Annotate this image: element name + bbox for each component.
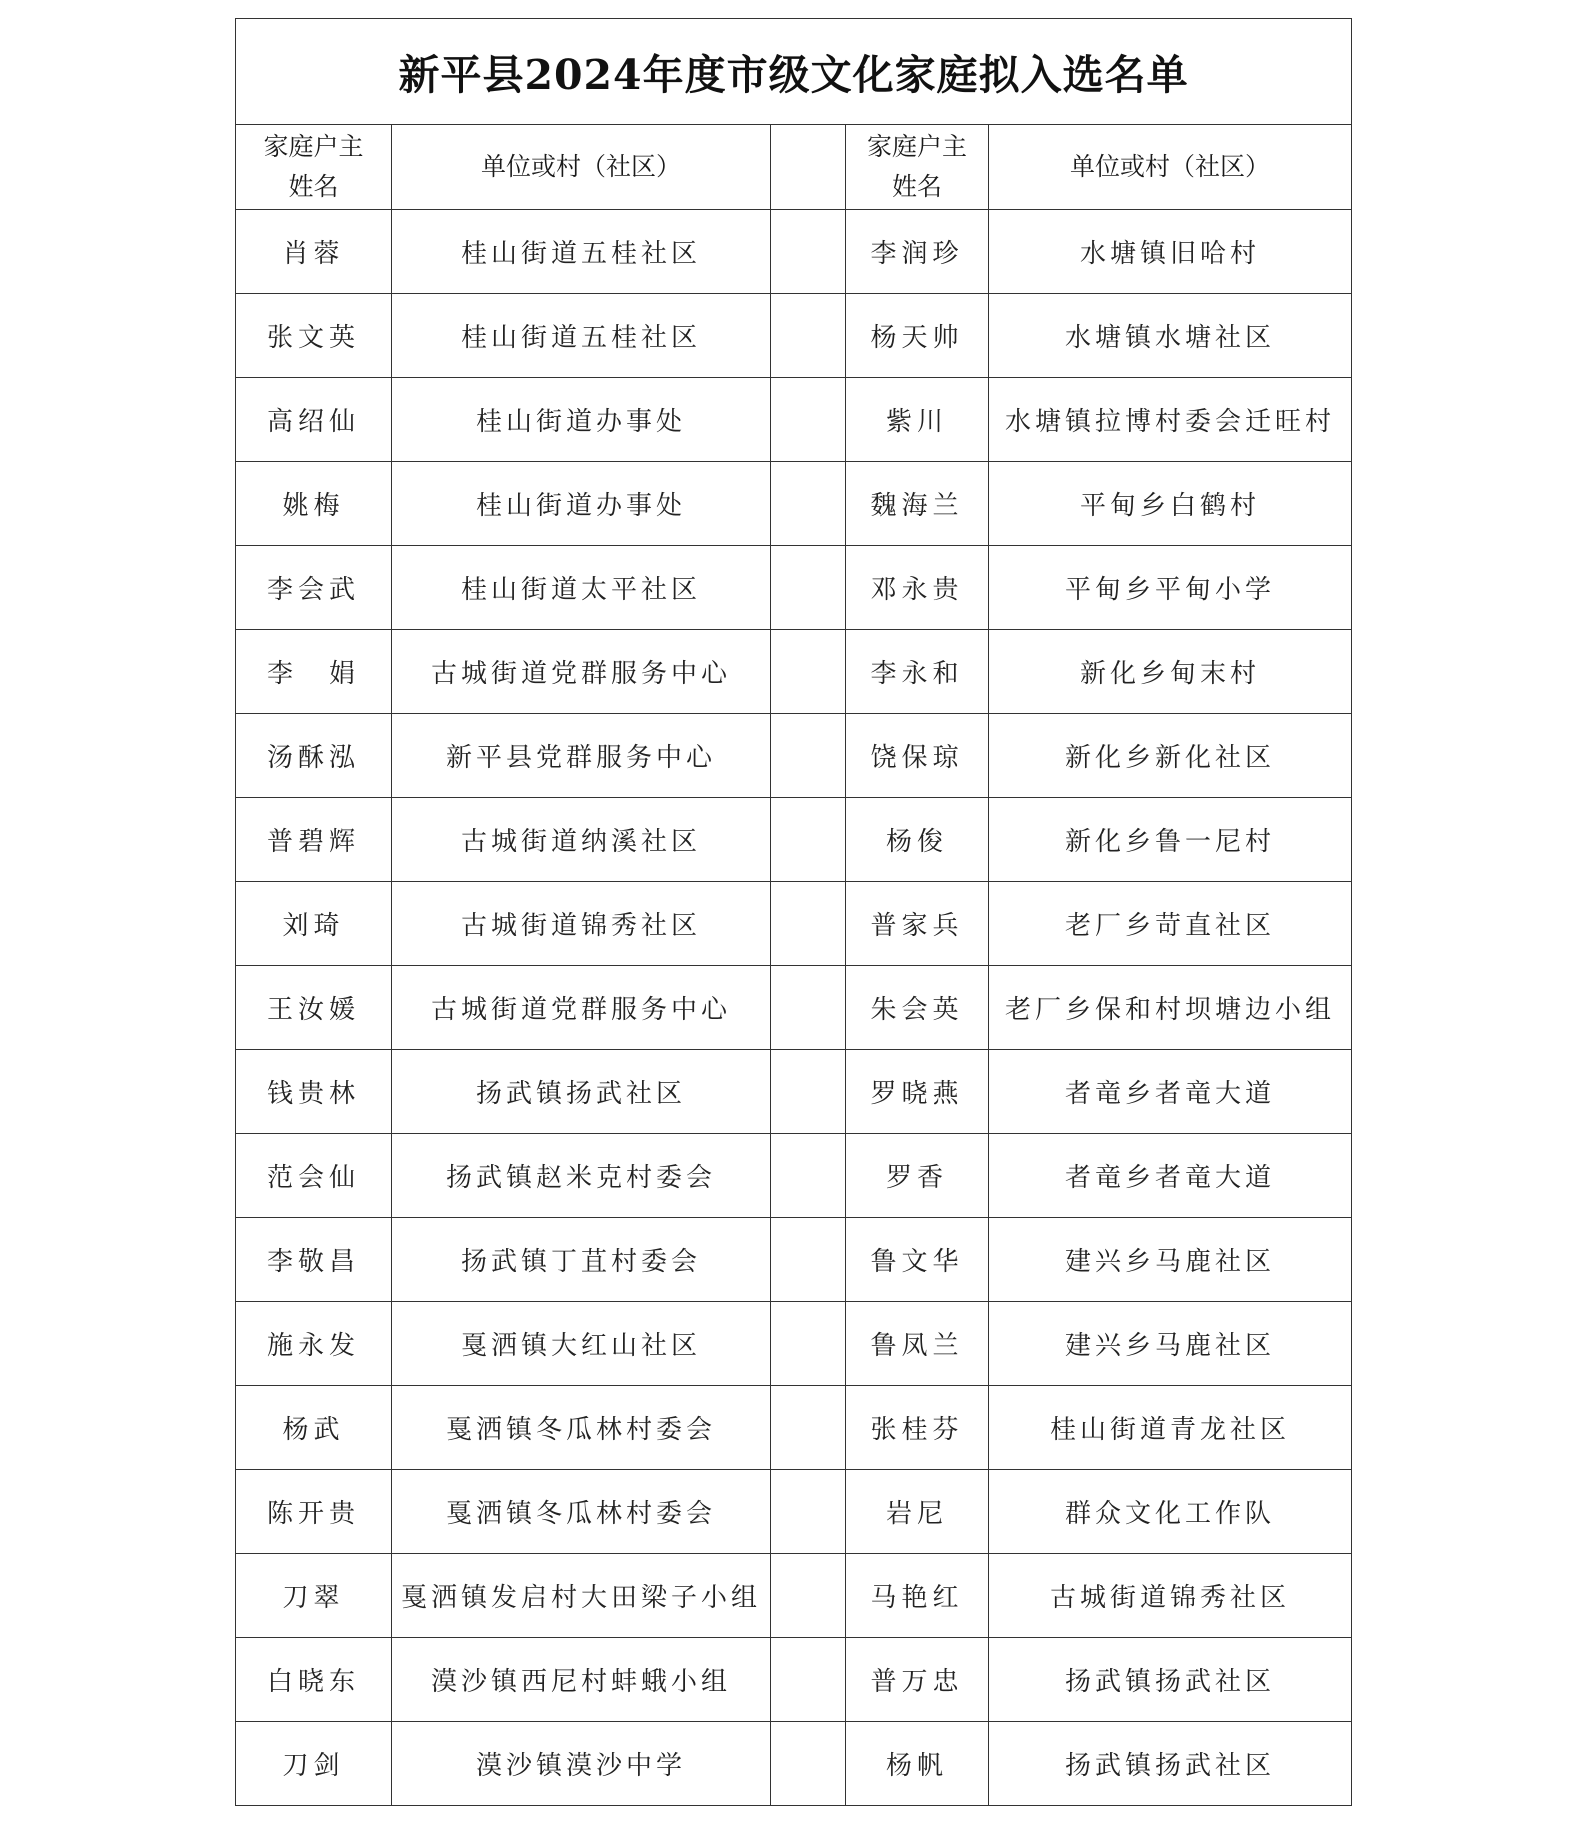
document-title: 新平县2024年度市级文化家庭拟入选名单 [236, 19, 1352, 125]
unit-cell-right: 水塘镇旧哈村 [989, 210, 1352, 294]
table-row [236, 1302, 1352, 1386]
column-gap [771, 1722, 846, 1806]
column-gap [771, 125, 846, 210]
table-row [236, 798, 1352, 882]
column-gap [771, 1050, 846, 1134]
name-cell-left: 高绍仙 [236, 378, 392, 462]
name-cell-right: 普万忠 [846, 1638, 989, 1722]
name-cell-left: 王汝媛 [236, 966, 392, 1050]
name-cell-left: 刘琦 [236, 882, 392, 966]
unit-cell-right: 平甸乡白鹤村 [989, 462, 1352, 546]
unit-cell-left: 扬武镇丁苴村委会 [392, 1218, 771, 1302]
unit-cell-left: 戛洒镇冬瓜林村委会 [392, 1470, 771, 1554]
name-cell-right: 朱会英 [846, 966, 989, 1050]
name-cell-left: 施永发 [236, 1302, 392, 1386]
name-cell-left: 范会仙 [236, 1134, 392, 1218]
column-gap [771, 210, 846, 294]
unit-cell-left: 桂山街道五桂社区 [392, 210, 771, 294]
table-row [236, 1134, 1352, 1218]
column-gap [771, 1218, 846, 1302]
unit-cell-right: 水塘镇拉博村委会迁旺村 [989, 378, 1352, 462]
unit-cell-right: 新化乡甸末村 [989, 630, 1352, 714]
unit-cell-left: 古城街道党群服务中心 [392, 966, 771, 1050]
name-cell-right: 紫川 [846, 378, 989, 462]
unit-cell-left: 戛洒镇冬瓜林村委会 [392, 1386, 771, 1470]
name-cell-left: 钱贵林 [236, 1050, 392, 1134]
name-cell-right: 鲁文华 [846, 1218, 989, 1302]
unit-cell-left: 古城街道党群服务中心 [392, 630, 771, 714]
header-unit-left: 单位或村（社区） [392, 125, 771, 210]
table-row [236, 378, 1352, 462]
unit-cell-left: 古城街道纳溪社区 [392, 798, 771, 882]
name-cell-left: 杨武 [236, 1386, 392, 1470]
table-row [236, 882, 1352, 966]
unit-cell-left: 新平县党群服务中心 [392, 714, 771, 798]
name-cell-left: 刀翠 [236, 1554, 392, 1638]
table-row [236, 714, 1352, 798]
unit-cell-left: 戛洒镇大红山社区 [392, 1302, 771, 1386]
table-row [236, 1050, 1352, 1134]
table-row [236, 1218, 1352, 1302]
table-row [236, 546, 1352, 630]
name-cell-left: 李敬昌 [236, 1218, 392, 1302]
unit-cell-right: 者竜乡者竜大道 [989, 1134, 1352, 1218]
unit-cell-right: 水塘镇水塘社区 [989, 294, 1352, 378]
unit-cell-left: 桂山街道办事处 [392, 378, 771, 462]
name-cell-right: 普家兵 [846, 882, 989, 966]
column-gap [771, 294, 846, 378]
table-row [236, 1554, 1352, 1638]
unit-cell-right: 古城街道锦秀社区 [989, 1554, 1352, 1638]
column-gap [771, 462, 846, 546]
unit-cell-right: 新化乡鲁一尼村 [989, 798, 1352, 882]
unit-cell-right: 新化乡新化社区 [989, 714, 1352, 798]
column-gap [771, 1302, 846, 1386]
name-cell-right: 魏海兰 [846, 462, 989, 546]
table-row [236, 462, 1352, 546]
unit-cell-right: 桂山街道青龙社区 [989, 1386, 1352, 1470]
column-gap [771, 546, 846, 630]
table-row [236, 630, 1352, 714]
unit-cell-left: 桂山街道办事处 [392, 462, 771, 546]
table-row [236, 1722, 1352, 1806]
unit-cell-left: 漠沙镇漠沙中学 [392, 1722, 771, 1806]
column-gap [771, 966, 846, 1050]
name-cell-left: 李会武 [236, 546, 392, 630]
unit-cell-right: 扬武镇扬武社区 [989, 1638, 1352, 1722]
column-gap [771, 378, 846, 462]
unit-cell-right: 建兴乡马鹿社区 [989, 1218, 1352, 1302]
candidate-list-table [235, 18, 1352, 1806]
name-cell-right: 杨天帅 [846, 294, 989, 378]
unit-cell-left: 扬武镇扬武社区 [392, 1050, 771, 1134]
header-name-right: 家庭户主 姓名 [846, 125, 989, 210]
column-gap [771, 882, 846, 966]
name-cell-left: 姚梅 [236, 462, 392, 546]
column-gap [771, 798, 846, 882]
column-gap [771, 714, 846, 798]
unit-cell-right: 建兴乡马鹿社区 [989, 1302, 1352, 1386]
unit-cell-right: 平甸乡平甸小学 [989, 546, 1352, 630]
column-gap [771, 630, 846, 714]
unit-cell-right: 者竜乡者竜大道 [989, 1050, 1352, 1134]
name-cell-left: 刀剑 [236, 1722, 392, 1806]
name-cell-left: 肖蓉 [236, 210, 392, 294]
name-cell-right: 杨俊 [846, 798, 989, 882]
unit-cell-left: 扬武镇赵米克村委会 [392, 1134, 771, 1218]
unit-cell-left: 戛洒镇发启村大田梁子小组 [392, 1554, 771, 1638]
table-row [236, 1470, 1352, 1554]
table-row [236, 1386, 1352, 1470]
name-cell-right: 杨帆 [846, 1722, 989, 1806]
name-cell-left: 汤酥泓 [236, 714, 392, 798]
table-row [236, 966, 1352, 1050]
column-gap [771, 1470, 846, 1554]
name-cell-right: 鲁凤兰 [846, 1302, 989, 1386]
name-cell-left: 普碧辉 [236, 798, 392, 882]
name-cell-left: 张文英 [236, 294, 392, 378]
unit-cell-left: 桂山街道五桂社区 [392, 294, 771, 378]
unit-cell-right: 扬武镇扬武社区 [989, 1722, 1352, 1806]
name-cell-right: 马艳红 [846, 1554, 989, 1638]
table-row [236, 1638, 1352, 1722]
name-cell-right: 李永和 [846, 630, 989, 714]
name-cell-left: 陈开贵 [236, 1470, 392, 1554]
header-row [236, 125, 1352, 210]
name-cell-right: 张桂芬 [846, 1386, 989, 1470]
column-gap [771, 1134, 846, 1218]
name-cell-right: 岩尼 [846, 1470, 989, 1554]
column-gap [771, 1638, 846, 1722]
unit-cell-right: 老厂乡保和村坝塘边小组 [989, 966, 1352, 1050]
name-cell-right: 罗香 [846, 1134, 989, 1218]
column-gap [771, 1386, 846, 1470]
unit-cell-left: 桂山街道太平社区 [392, 546, 771, 630]
header-unit-right: 单位或村（社区） [989, 125, 1352, 210]
name-cell-right: 李润珍 [846, 210, 989, 294]
unit-cell-right: 群众文化工作队 [989, 1470, 1352, 1554]
name-cell-left: 李 娟 [236, 630, 392, 714]
unit-cell-left: 漠沙镇西尼村蚌蛾小组 [392, 1638, 771, 1722]
unit-cell-left: 古城街道锦秀社区 [392, 882, 771, 966]
unit-cell-right: 老厂乡苛直社区 [989, 882, 1352, 966]
name-cell-right: 罗晓燕 [846, 1050, 989, 1134]
name-cell-right: 邓永贵 [846, 546, 989, 630]
name-cell-right: 饶保琼 [846, 714, 989, 798]
header-name-left: 家庭户主 姓名 [236, 125, 392, 210]
column-gap [771, 1554, 846, 1638]
table-row [236, 210, 1352, 294]
name-cell-left: 白晓东 [236, 1638, 392, 1722]
table-row [236, 294, 1352, 378]
